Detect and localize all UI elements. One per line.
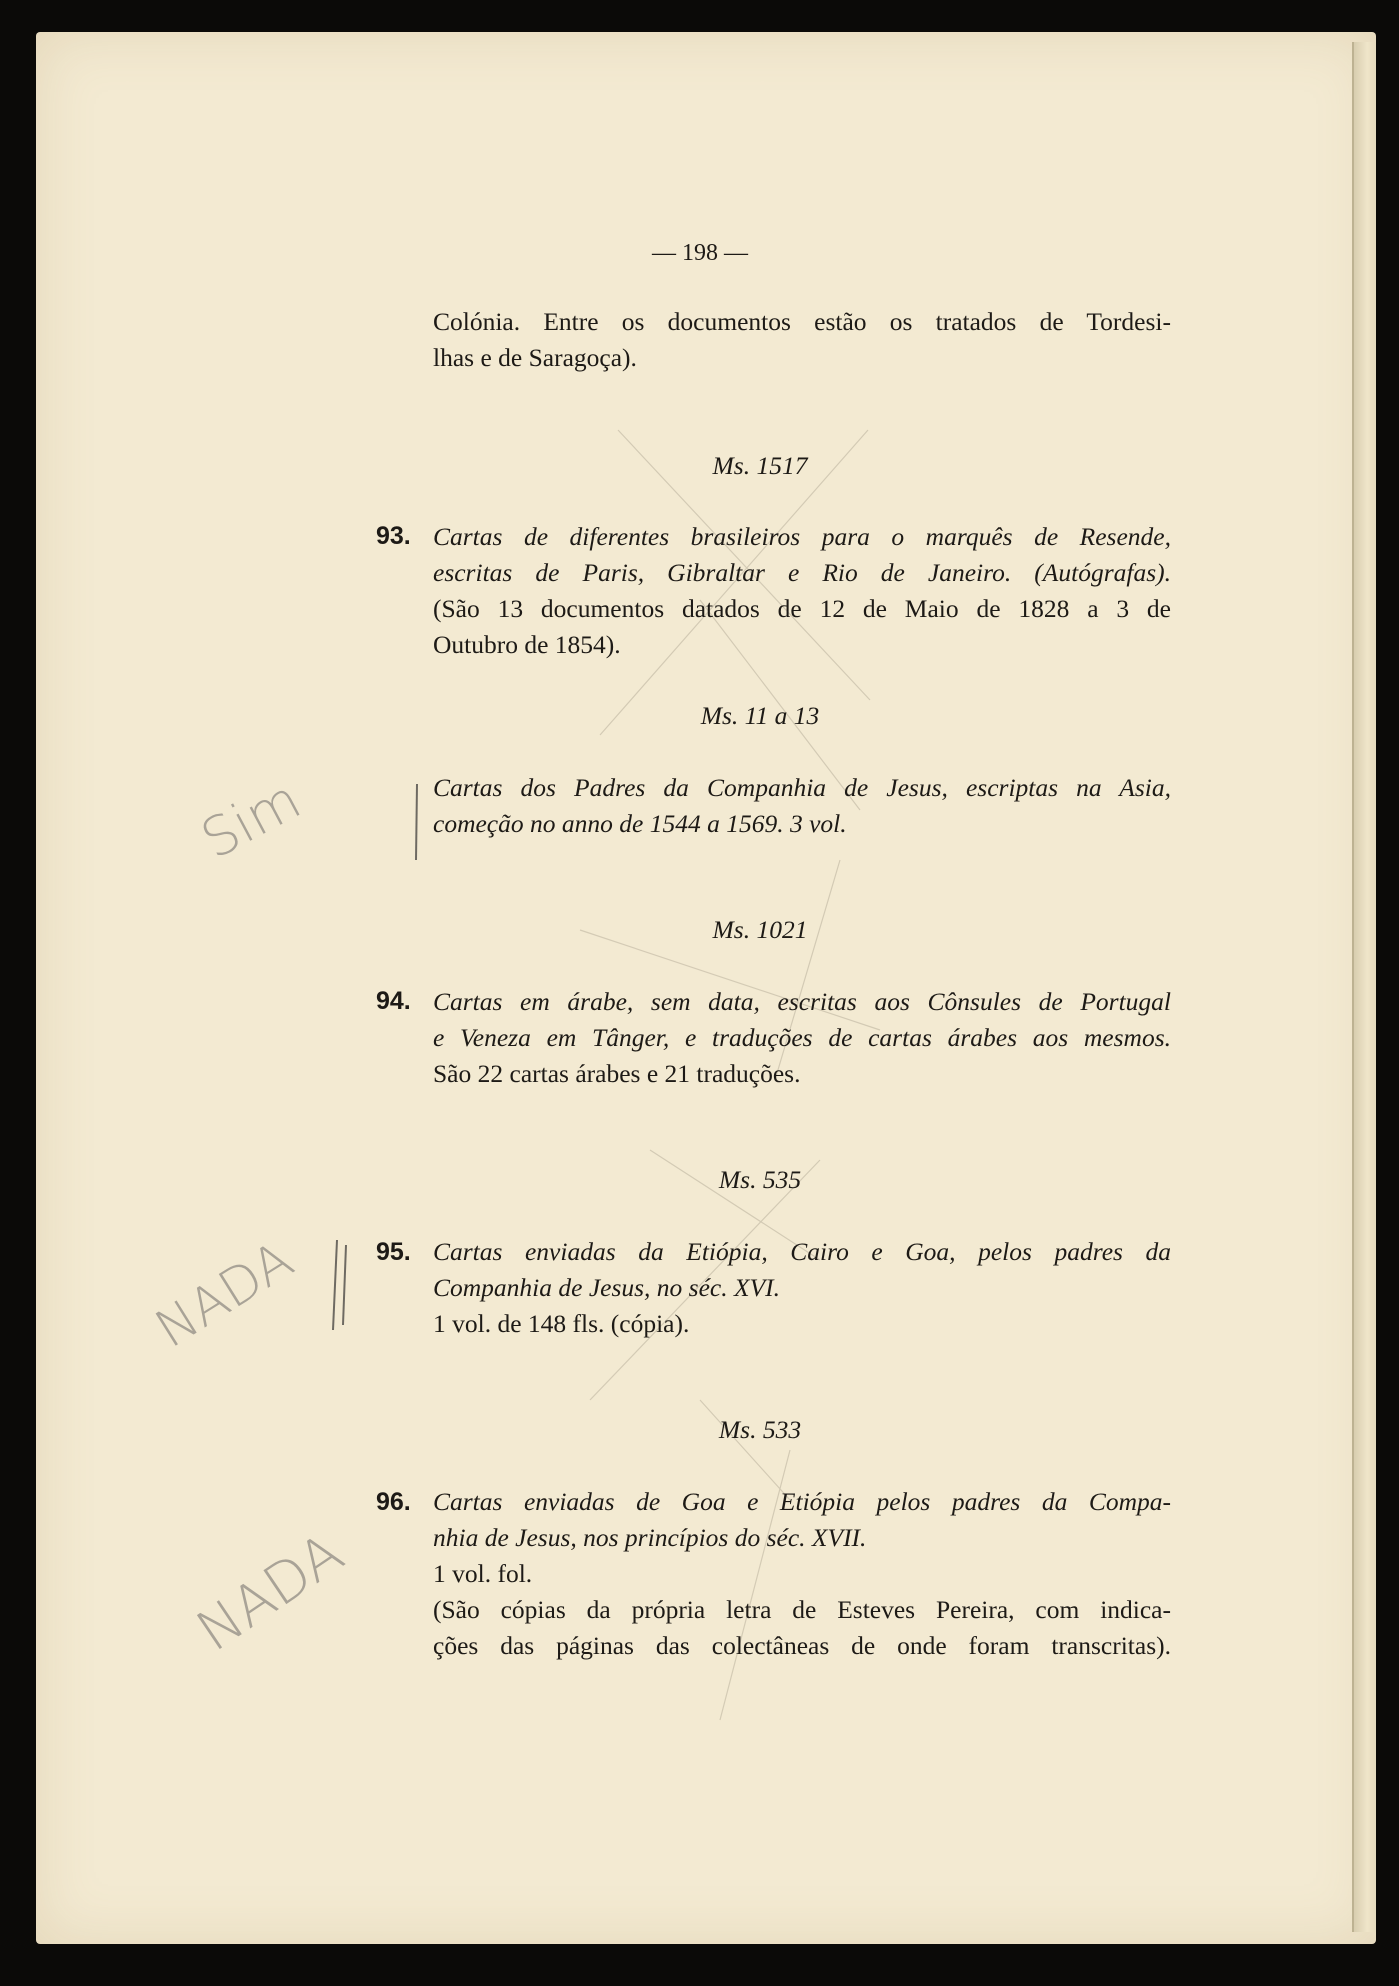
entry-94-line-2: e Veneza em Tânger, e traduções de cartas árabes aos mesmos. [433, 1023, 1171, 1052]
shelfmark-ms-535: Ms. 535 [718, 1165, 802, 1194]
entry-94-line-1: Cartas em árabe, sem data, escritas aos Cônsules de Portugal [433, 987, 1171, 1016]
entry-93-line-3: (São 13 documentos datados de 12 de Maio de 1828 a 3 de [433, 594, 1171, 623]
entry-number-96: 96. [376, 1488, 411, 1516]
entry-padres-line-1: Cartas dos Padres da Companhia de Jesus, escriptas na Asia, [433, 773, 1171, 802]
entry-padres-line-2: começão no anno de 1544 a 1569. 3 vol. [433, 809, 847, 838]
pencil-annotation-nada-96: NADA [185, 1520, 356, 1665]
shelfmark-ms-1021: Ms. 1021 [712, 915, 808, 944]
pencil-annotation-sim: Sim [191, 767, 311, 872]
intro-line-1: Colónia. Entre os documentos estão os tratados de Tordesi- [433, 307, 1171, 336]
entry-95-line-3: 1 vol. de 148 fls. (cópia). [433, 1309, 690, 1338]
shelfmark-ms-11-a-13: Ms. 11 a 13 [700, 701, 820, 730]
page-number: — 198 — [652, 240, 748, 266]
shelfmark-ms-1517: Ms. 1517 [712, 451, 808, 480]
pencil-annotation-nada-95: NADA [145, 1230, 304, 1360]
entry-number-95: 95. [376, 1238, 411, 1266]
entry-96-line-3: 1 vol. fol. [433, 1559, 533, 1588]
entry-93-line-4: Outubro de 1854). [433, 630, 621, 659]
entry-96-line-4: (São cópias da própria letra de Esteves Pereira, com indica- [433, 1595, 1171, 1624]
entry-96-line-2: nhia de Jesus, nos princípios do séc. XVII. [433, 1523, 867, 1552]
entry-94-line-3: São 22 cartas árabes e 21 traduções. [433, 1059, 801, 1088]
shelfmark-ms-533: Ms. 533 [718, 1415, 802, 1444]
entry-number-94: 94. [376, 987, 411, 1015]
entry-96-line-5: ções das páginas das colectâneas de onde foram transcritas). [433, 1631, 1171, 1660]
entry-93-line-1: Cartas de diferentes brasileiros para o marquês de Resende, [433, 522, 1171, 551]
entry-93-line-2: escritas de Paris, Gibraltar e Rio de Janeiro. (Autógrafas). [433, 558, 1171, 587]
entry-95-line-2: Companhia de Jesus, no séc. XVI. [433, 1273, 781, 1302]
intro-line-2: lhas e de Saragoça). [433, 343, 637, 372]
entry-96-line-1: Cartas enviadas de Goa e Etiópia pelos padres da Compa- [433, 1487, 1171, 1516]
entry-number-93: 93. [376, 522, 411, 550]
entry-95-line-1: Cartas enviadas da Etiópia, Cairo e Goa, pelos padres da [433, 1237, 1171, 1266]
